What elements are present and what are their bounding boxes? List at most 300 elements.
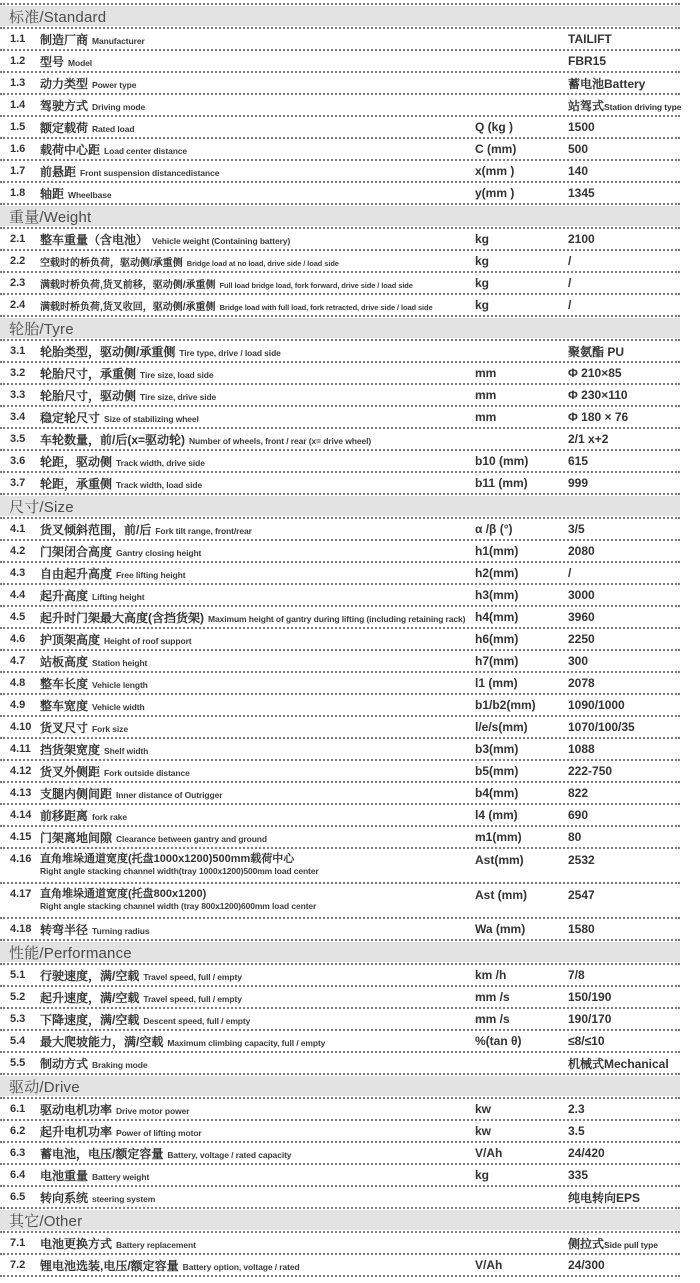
value-main: 纯电转向EPS	[568, 1190, 641, 1205]
label-en: Load center distance	[104, 145, 188, 156]
value-cell	[568, 142, 680, 156]
row-label	[40, 989, 475, 1006]
label-en: Battery replacement	[116, 1239, 196, 1250]
row-label	[40, 653, 475, 670]
label-zh: 货叉倾斜范围，前/后	[40, 522, 152, 537]
value-main: 2547	[568, 888, 595, 902]
value-main: /	[568, 276, 572, 290]
value-main: 2250	[568, 632, 595, 646]
label-en: Track width, load side	[116, 479, 203, 490]
row-label	[40, 475, 475, 492]
row-number: 1.4	[10, 99, 26, 111]
unit-cell: h3(mm)	[475, 588, 519, 602]
unit-cell: V/Ah	[475, 1258, 503, 1272]
row-number: 4.17	[10, 888, 32, 900]
section-title: 标准/Standard	[0, 6, 680, 26]
value-cell	[568, 454, 680, 468]
label-zh: 轮胎类型，驱动侧/承重侧	[40, 344, 176, 359]
value-main: /	[568, 566, 572, 580]
value-cell	[568, 1235, 680, 1252]
unit-cell: h7(mm)	[475, 654, 519, 668]
spec-row-3.4	[0, 407, 680, 429]
spec-row-4.14	[0, 805, 680, 827]
spec-row-1.2	[0, 51, 680, 73]
row-number: 1.7	[10, 165, 26, 177]
spec-row-3.6	[0, 451, 680, 473]
label-zh: 下降速度，满/空载	[40, 1012, 140, 1027]
value-main: 2.3	[568, 1102, 585, 1116]
value-cell	[568, 366, 680, 380]
row-label	[40, 697, 475, 714]
row-label	[40, 852, 475, 876]
row-number: 3.2	[10, 367, 26, 379]
row-number: 6.1	[10, 1103, 26, 1115]
value-main: 聚氨酯 PU	[568, 344, 625, 359]
label-en: Lifting height	[92, 591, 145, 602]
value-cell	[568, 232, 680, 246]
label-zh: 行驶速度，满/空载	[40, 968, 140, 983]
unit-cell: kg	[475, 1168, 490, 1182]
label-zh: 起升速度，满/空载	[40, 990, 140, 1005]
section-title: 驱动/Drive	[0, 1076, 680, 1096]
label-en: Travel speed, full / empty	[143, 971, 242, 982]
section-title: 重量/Weight	[0, 206, 680, 226]
row-label	[40, 719, 475, 736]
row-label	[40, 343, 475, 360]
row-number: 1.2	[10, 55, 26, 67]
row-label	[40, 387, 475, 404]
value-main: 3.5	[568, 1124, 585, 1138]
value-main: 7/8	[568, 968, 585, 982]
value-main: 机械式Mechanical	[568, 1056, 669, 1071]
row-number: 3.4	[10, 411, 26, 423]
spec-row-4.10	[0, 717, 680, 739]
spec-row-6.4	[0, 1165, 680, 1187]
value-cell	[568, 298, 680, 312]
row-number: 1.3	[10, 77, 26, 89]
value-cell	[568, 1124, 680, 1138]
value-main: 822	[568, 786, 589, 800]
spec-row-3.2	[0, 363, 680, 385]
value-cell	[568, 410, 680, 424]
row-number: 3.6	[10, 455, 26, 467]
label-zh: 起升时门架最大高度(含挡货架)	[40, 610, 204, 625]
spec-row-4.13	[0, 783, 680, 805]
value-cell	[568, 1146, 680, 1160]
row-label	[40, 565, 475, 582]
value-cell	[568, 1012, 680, 1026]
unit-cell: x(mm )	[475, 164, 515, 178]
row-number: 4.2	[10, 545, 26, 557]
unit-cell: b10 (mm)	[475, 454, 529, 468]
label-zh: 直角堆垛通道宽度(托盘1000x1200)500mm载荷中心	[40, 853, 295, 865]
value-main: 140	[568, 164, 589, 178]
spec-row-1.3	[0, 73, 680, 95]
spec-row-1.7	[0, 161, 680, 183]
value-main: /	[568, 254, 572, 268]
unit-cell: h6(mm)	[475, 632, 519, 646]
spec-row-4.17	[0, 884, 680, 919]
value-cell	[568, 610, 680, 624]
label-zh: 轮胎尺寸，承重侧	[40, 366, 137, 381]
row-number: 5.4	[10, 1035, 26, 1047]
label-zh: 轴距	[40, 186, 65, 201]
label-zh: 稳定轮尺寸	[40, 410, 101, 425]
label-zh: 车轮数量，前/后(x=驱动轮)	[40, 432, 186, 447]
spec-row-3.7	[0, 473, 680, 495]
label-zh: 货叉尺寸	[40, 720, 89, 735]
label-en: Number of wheels, front / rear (x= drive wheel)	[189, 435, 372, 446]
spec-row-4.3	[0, 563, 680, 585]
label-en: Fork size	[92, 723, 128, 734]
row-number: 4.13	[10, 787, 32, 799]
row-label	[40, 587, 475, 604]
unit-cell: b1/b2(mm)	[475, 698, 536, 712]
spec-row-4.1	[0, 519, 680, 541]
row-label	[40, 543, 475, 560]
unit-cell: h4(mm)	[475, 610, 519, 624]
row-label	[40, 887, 475, 911]
spec-row-4.2	[0, 541, 680, 563]
unit-cell: mm	[475, 366, 497, 380]
spec-row-5.4	[0, 1031, 680, 1053]
label-en: Turning radius	[92, 925, 150, 936]
row-number: 3.3	[10, 389, 26, 401]
value-main: 1580	[568, 922, 595, 936]
row-number: 6.2	[10, 1125, 26, 1137]
label-en: Descent speed, full / empty	[143, 1015, 251, 1026]
unit-cell: b11 (mm)	[475, 476, 528, 490]
label-zh: 型号	[40, 54, 65, 69]
row-label	[40, 785, 475, 802]
unit-cell: y(mm )	[475, 186, 515, 200]
value-cell	[568, 432, 680, 446]
spec-row-5.5	[0, 1053, 680, 1075]
label-zh: 轮距，承重侧	[40, 476, 113, 491]
label-en: fork rake	[92, 811, 128, 822]
value-main: 335	[568, 1168, 589, 1182]
row-label	[40, 75, 475, 92]
row-number: 3.7	[10, 477, 26, 489]
unit-cell: km /h	[475, 968, 507, 982]
row-label	[40, 829, 475, 846]
spec-row-4.4	[0, 585, 680, 607]
forklift-spec-table	[0, 3, 680, 1277]
spec-row-2.3	[0, 273, 680, 295]
row-label	[40, 1101, 475, 1118]
value-main: Φ 210×85	[568, 366, 622, 380]
spec-row-3.1	[0, 341, 680, 363]
unit-cell: %(tan θ)	[475, 1034, 522, 1048]
label-zh: 货叉外侧距	[40, 764, 101, 779]
label-zh: 支腿内侧间距	[40, 786, 113, 801]
row-label	[40, 763, 475, 780]
spec-row-4.5	[0, 607, 680, 629]
row-number: 2.1	[10, 233, 26, 245]
row-label	[40, 1189, 475, 1206]
value-cell	[568, 990, 680, 1004]
value-main: 蓄电池Battery	[568, 76, 646, 91]
unit-cell: mm /s	[475, 1012, 510, 1026]
value-cell	[568, 1258, 680, 1272]
label-en: Front suspension distancedistance	[80, 167, 220, 178]
value-cell	[568, 566, 680, 580]
label-zh: 整车重量（含电池）	[40, 232, 149, 247]
value-cell	[568, 887, 680, 902]
label-en: Tire size, drive side	[140, 391, 217, 402]
row-number: 4.1	[10, 523, 26, 535]
unit-cell: l1 (mm)	[475, 676, 518, 690]
label-zh: 门架闭合高度	[40, 544, 113, 559]
section-header-weight	[0, 205, 680, 229]
spec-row-4.12	[0, 761, 680, 783]
label-zh: 蓄电池，电压/额定容量	[40, 1146, 164, 1161]
label-zh: 前移距离	[40, 808, 89, 823]
row-number: 5.3	[10, 1013, 26, 1025]
value-cell	[568, 632, 680, 646]
label-en: Battery, voltage / rated capacity	[167, 1149, 292, 1160]
label-en: Maximum height of gantry during lifting (including retaining rack)	[208, 613, 466, 624]
row-label	[40, 409, 475, 426]
unit-cell: kg	[475, 276, 490, 290]
row-label	[40, 741, 475, 758]
label-en: Model	[68, 57, 93, 68]
row-label	[40, 1123, 475, 1140]
row-label	[40, 1033, 475, 1050]
spec-row-6.2	[0, 1121, 680, 1143]
row-number: 4.11	[10, 743, 31, 755]
label-zh: 驾驶方式	[40, 98, 89, 113]
label-en: Vehicle weight (Containing battery)	[152, 235, 291, 246]
label-zh: 挡货架宽度	[40, 742, 101, 757]
spec-row-1.1	[0, 29, 680, 51]
label-zh: 起升高度	[40, 588, 89, 603]
label-zh: 载荷中心距	[40, 142, 101, 157]
label-en: Wheelbase	[68, 189, 112, 200]
unit-cell: m1(mm)	[475, 830, 522, 844]
value-cell	[568, 476, 680, 490]
label-en: Vehicle length	[92, 679, 148, 690]
value-cell	[568, 676, 680, 690]
section-header-drive	[0, 1075, 680, 1099]
row-label	[40, 609, 475, 626]
section-title: 性能/Performance	[0, 942, 680, 962]
unit-cell: Q (kg )	[475, 120, 513, 134]
row-label	[40, 298, 475, 313]
spec-row-6.3	[0, 1143, 680, 1165]
spec-row-2.4	[0, 295, 680, 317]
value-main: 999	[568, 476, 589, 490]
row-number: 4.18	[10, 923, 32, 935]
row-number: 5.2	[10, 991, 26, 1003]
value-cell	[568, 544, 680, 558]
value-cell	[568, 808, 680, 822]
row-number: 4.7	[10, 655, 26, 667]
label-en: Tire type, drive / load side	[179, 347, 281, 358]
spec-row-1.8	[0, 183, 680, 205]
section-title: 轮胎/Tyre	[0, 318, 680, 338]
row-number: 6.4	[10, 1169, 26, 1181]
value-main: 24/420	[568, 1146, 605, 1160]
value-main: ≤8/≤10	[568, 1034, 605, 1048]
label-zh: 满载时桥负荷,货叉收回，驱动侧/承重侧	[40, 301, 216, 313]
row-number: 2.3	[10, 277, 26, 289]
row-number: 3.5	[10, 433, 26, 445]
label-zh: 电池重量	[40, 1168, 89, 1183]
value-cell	[568, 852, 680, 867]
label-en: Rated load	[92, 123, 135, 134]
row-number: 2.2	[10, 255, 26, 267]
unit-cell: kg	[475, 254, 490, 268]
row-number: 6.3	[10, 1147, 26, 1159]
spec-row-7.2	[0, 1255, 680, 1277]
section-title: 尺寸/Size	[0, 496, 680, 516]
row-number: 4.5	[10, 611, 26, 623]
value-cell	[568, 1102, 680, 1116]
label-zh: 空载时的桥负荷，驱动侧/承重侧	[40, 257, 183, 269]
unit-cell: mm /s	[475, 990, 510, 1004]
value-main: Φ 230×110	[568, 388, 628, 402]
value-main: 190/170	[568, 1012, 612, 1026]
label-en: Fork tilt range, front/rear	[155, 525, 252, 536]
value-main: TAILIFT	[568, 32, 612, 46]
label-zh: 自由起升高度	[40, 566, 113, 581]
spec-row-1.5	[0, 117, 680, 139]
row-label	[40, 453, 475, 470]
unit-cell: l/e/s(mm)	[475, 720, 528, 734]
spec-row-3.5	[0, 429, 680, 451]
value-main: 150/190	[568, 990, 612, 1004]
label-en: Free lifting height	[116, 569, 186, 580]
label-en: Right angle stacking channel width (tray 800x1200)600mm load center	[40, 901, 317, 911]
value-cell	[568, 164, 680, 178]
unit-cell: V/Ah	[475, 1146, 503, 1160]
value-cell	[568, 742, 680, 756]
label-zh: 电池更换方式	[40, 1236, 113, 1251]
label-en: Height of roof support	[104, 635, 192, 646]
label-zh: 额定载荷	[40, 120, 89, 135]
section-header-other	[0, 1209, 680, 1233]
value-cell	[568, 343, 680, 360]
label-en: Battery weight	[92, 1171, 150, 1182]
spec-row-1.4	[0, 95, 680, 117]
value-main: FBR15	[568, 54, 607, 68]
unit-cell: mm	[475, 388, 497, 402]
label-en: Manufacturer	[92, 35, 145, 46]
row-label	[40, 231, 475, 248]
section-title: 其它/Other	[0, 1210, 680, 1230]
value-cell	[568, 97, 680, 114]
label-en: Track width, drive side	[116, 457, 205, 468]
row-label	[40, 675, 475, 692]
value-cell	[568, 54, 680, 68]
label-zh: 直角堆垛通道宽度(托盘800x1200)	[40, 888, 207, 900]
spec-row-2.1	[0, 229, 680, 251]
value-main: 500	[568, 142, 589, 156]
value-cell	[568, 968, 680, 982]
value-main: 2100	[568, 232, 595, 246]
value-cell	[568, 830, 680, 844]
row-number: 1.8	[10, 187, 26, 199]
spec-row-5.3	[0, 1009, 680, 1031]
row-number: 4.6	[10, 633, 26, 645]
label-en: Full load bridge load, fork forward, drive side / load side	[219, 280, 413, 290]
value-cell	[568, 786, 680, 800]
value-cell	[568, 186, 680, 200]
section-header-performance	[0, 941, 680, 965]
section-header-standard	[0, 5, 680, 29]
label-en: Drive motor power	[116, 1105, 190, 1116]
label-en: Vehicle width	[92, 701, 145, 712]
value-main: 2080	[568, 544, 595, 558]
row-label	[40, 119, 475, 136]
label-zh: 转向系统	[40, 1190, 89, 1205]
label-en: Shelf width	[104, 745, 149, 756]
unit-cell: b3(mm)	[475, 742, 519, 756]
unit-cell: h1(mm)	[475, 544, 519, 558]
spec-row-4.8	[0, 673, 680, 695]
row-label	[40, 1055, 475, 1072]
value-main: 2532	[568, 853, 595, 867]
label-en: Battery option, voltage / rated	[182, 1261, 300, 1272]
label-en: Travel speed, full / empty	[143, 993, 242, 1004]
row-label	[40, 631, 475, 648]
label-en: Size of stabilizing wheel	[104, 413, 199, 424]
row-label	[40, 141, 475, 158]
unit-cell: C (mm)	[475, 142, 517, 156]
row-number: 4.16	[10, 853, 32, 865]
unit-cell: kw	[475, 1102, 492, 1116]
unit-cell: b5(mm)	[475, 764, 519, 778]
value-main: 80	[568, 830, 582, 844]
value-main: 300	[568, 654, 589, 668]
spec-row-7.1	[0, 1233, 680, 1255]
value-cell	[568, 922, 680, 936]
row-number: 1.1	[10, 33, 26, 45]
row-number: 4.15	[10, 831, 32, 843]
label-en: Clearance between gantry and ground	[116, 833, 267, 844]
label-zh: 轮胎尺寸，驱动侧	[40, 388, 137, 403]
label-en: Maximum climbing capacity, full / empty	[167, 1037, 326, 1048]
row-number: 4.4	[10, 589, 26, 601]
value-cell	[568, 654, 680, 668]
label-en: Braking mode	[92, 1059, 148, 1070]
label-zh: 站板高度	[40, 654, 89, 669]
row-label	[40, 97, 475, 114]
row-label	[40, 31, 475, 48]
row-label	[40, 967, 475, 984]
spec-row-4.15	[0, 827, 680, 849]
label-en: steering system	[92, 1193, 156, 1204]
label-zh: 整车宽度	[40, 698, 89, 713]
value-cell	[568, 764, 680, 778]
spec-row-4.6	[0, 629, 680, 651]
row-number: 4.8	[10, 677, 26, 689]
spec-row-6.5	[0, 1187, 680, 1209]
label-en: Tire size, load side	[140, 369, 214, 380]
value-main: 1088	[568, 742, 595, 756]
row-label	[40, 1257, 475, 1274]
value-main: 2078	[568, 676, 595, 690]
spec-row-3.3	[0, 385, 680, 407]
value-main: 1345	[568, 186, 595, 200]
row-label	[40, 365, 475, 382]
label-en: Bridge load at no load, drive side / load side	[186, 258, 339, 268]
row-number: 7.2	[10, 1259, 26, 1271]
value-main: /	[568, 298, 572, 312]
value-main: 690	[568, 808, 589, 822]
spec-row-2.2	[0, 251, 680, 273]
